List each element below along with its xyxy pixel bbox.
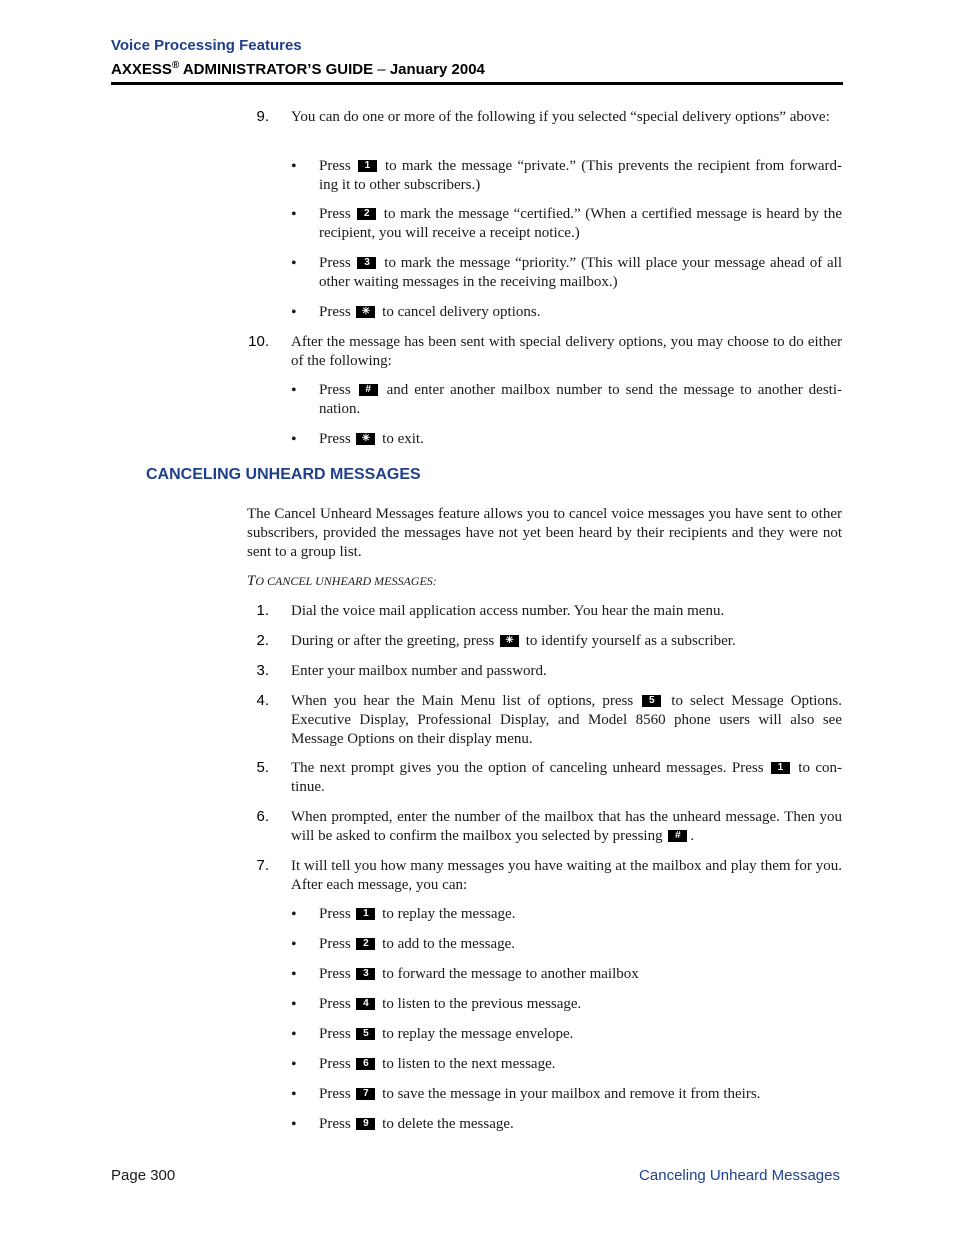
guide-date: January 2004	[389, 61, 485, 78]
list-item: Press 4 to listen to the previous message.	[319, 996, 582, 1012]
pound-key-icon: #	[668, 830, 687, 842]
bullet-icon: •	[291, 1056, 297, 1073]
list-item: Press 5 to replay the message envelope.	[319, 1026, 574, 1042]
step-number: 10.	[248, 333, 269, 350]
list-item: Press 3 to mark the message “priority.” (This will place your message ahead of all other waiting messages in the receiving mailbox.)	[319, 255, 843, 290]
step-number: 4.	[256, 692, 269, 709]
keypad-key-icon: 7	[356, 1088, 375, 1100]
bullet-icon: •	[291, 255, 297, 272]
list-item: Press ✳ to exit.	[319, 431, 424, 447]
step-text: The next prompt gives you the option of canceling unheard messages. Press 1 to con-tinue.	[291, 760, 842, 795]
keypad-key-icon: 3	[356, 968, 375, 980]
step-text: When you hear the Main Menu list of options, press 5 to select Message Options. Executive Display, Professional Display, and Model 8560 phone users will also see Message Options on their display menu.	[291, 693, 842, 747]
list-item: Press 3 to forward the message to another mailbox	[319, 966, 639, 982]
bullet-icon: •	[291, 431, 297, 448]
bullet-icon: •	[291, 1086, 297, 1103]
bullet-icon: •	[291, 206, 297, 223]
intro-paragraph: The Cancel Unheard Messages feature allows you to cancel voice messages you have sent to other subscribers, provided the messages have not yet been heard by their recipients and they were not sent to a group list.	[247, 506, 842, 560]
keypad-key-icon: 6	[356, 1058, 375, 1070]
list-item: Press 1 to mark the message “private.” (This prevents the recipient from forward-ing it to other subscribers.)	[319, 158, 842, 193]
step-text: During or after the greeting, press ✳ to identify yourself as a subscriber.	[291, 633, 736, 649]
step-number: 1.	[256, 602, 269, 619]
keypad-key-icon: 2	[356, 938, 375, 950]
bullet-icon: •	[291, 304, 297, 321]
running-footer-title: Canceling Unheard Messages	[639, 1167, 840, 1184]
star-key-icon: ✳	[500, 635, 519, 647]
list-item: Press # and enter another mailbox number to send the message to another desti-nation.	[319, 382, 843, 417]
bullet-icon: •	[291, 906, 297, 923]
list-item: Press 6 to listen to the next message.	[319, 1056, 556, 1072]
star-key-icon: ✳	[356, 433, 375, 445]
running-header-section: Voice Processing Features	[111, 37, 302, 54]
keypad-key-icon: 3	[357, 257, 376, 269]
keypad-key-icon: 9	[356, 1118, 375, 1130]
keypad-key-icon: 4	[356, 998, 375, 1010]
brand-name: AXXESS	[111, 61, 172, 78]
step-text: When prompted, enter the number of the mailbox that has the unheard message. Then you will be asked to confirm the mailbox you selected by pressing # .	[291, 809, 842, 844]
section-heading: CANCELING UNHEARD MESSAGES	[146, 466, 421, 483]
bullet-icon: •	[291, 382, 297, 399]
list-item: Press 9 to delete the message.	[319, 1116, 514, 1132]
keypad-key-icon: 1	[358, 160, 377, 172]
registered-mark: ®	[171, 60, 180, 71]
list-item: Press 2 to add to the message.	[319, 936, 516, 952]
guide-name: ADMINISTRATOR’S GUIDE	[179, 61, 374, 78]
bullet-icon: •	[291, 1116, 297, 1133]
step-text: Dial the voice mail application access number. You hear the main menu.	[291, 603, 725, 619]
list-item: Press 1 to replay the message.	[319, 906, 516, 922]
keypad-key-icon: 5	[356, 1028, 375, 1040]
bullet-icon: •	[291, 966, 297, 983]
step-number: 2.	[256, 632, 269, 649]
list-item: Press 7 to save the message in your mailbox and remove it from theirs.	[319, 1086, 761, 1102]
running-header-title	[111, 60, 485, 78]
bullet-icon: •	[291, 158, 297, 175]
bullet-icon: •	[291, 936, 297, 953]
step-number: 5.	[256, 759, 269, 776]
bullet-icon: •	[291, 996, 297, 1013]
step-number: 6.	[256, 808, 269, 825]
step-number: 9.	[256, 108, 269, 125]
list-item: Press 2 to mark the message “certified.” (When a certified message is heard by the recipient, you will receive a receipt notice.)	[319, 206, 842, 241]
step-number: 3.	[256, 662, 269, 679]
step-text: You can do one or more of the following if you selected “special delivery options” above:	[291, 109, 830, 125]
title-dash: –	[373, 61, 390, 78]
star-key-icon: ✳	[356, 306, 375, 318]
list-item: Press ✳ to cancel delivery options.	[319, 304, 541, 320]
header-rule	[111, 82, 843, 85]
bullet-icon: •	[291, 1026, 297, 1043]
keypad-key-icon: 1	[771, 762, 790, 774]
keypad-key-icon: 5	[642, 695, 661, 707]
step-text: It will tell you how many messages you have waiting at the mailbox and play them for you. After each message, you can:	[291, 858, 842, 893]
procedure-heading: TO CANCEL UNHEARD MESSAGES:	[247, 573, 437, 589]
keypad-key-icon: 1	[356, 908, 375, 920]
keypad-key-icon: 2	[357, 208, 376, 220]
step-text: Enter your mailbox number and password.	[291, 663, 547, 679]
step-number: 7.	[256, 857, 269, 874]
page-number: Page 300	[111, 1167, 176, 1184]
step-text: After the message has been sent with special delivery options, you may choose to do either of the following:	[291, 334, 842, 369]
pound-key-icon: #	[359, 384, 378, 396]
